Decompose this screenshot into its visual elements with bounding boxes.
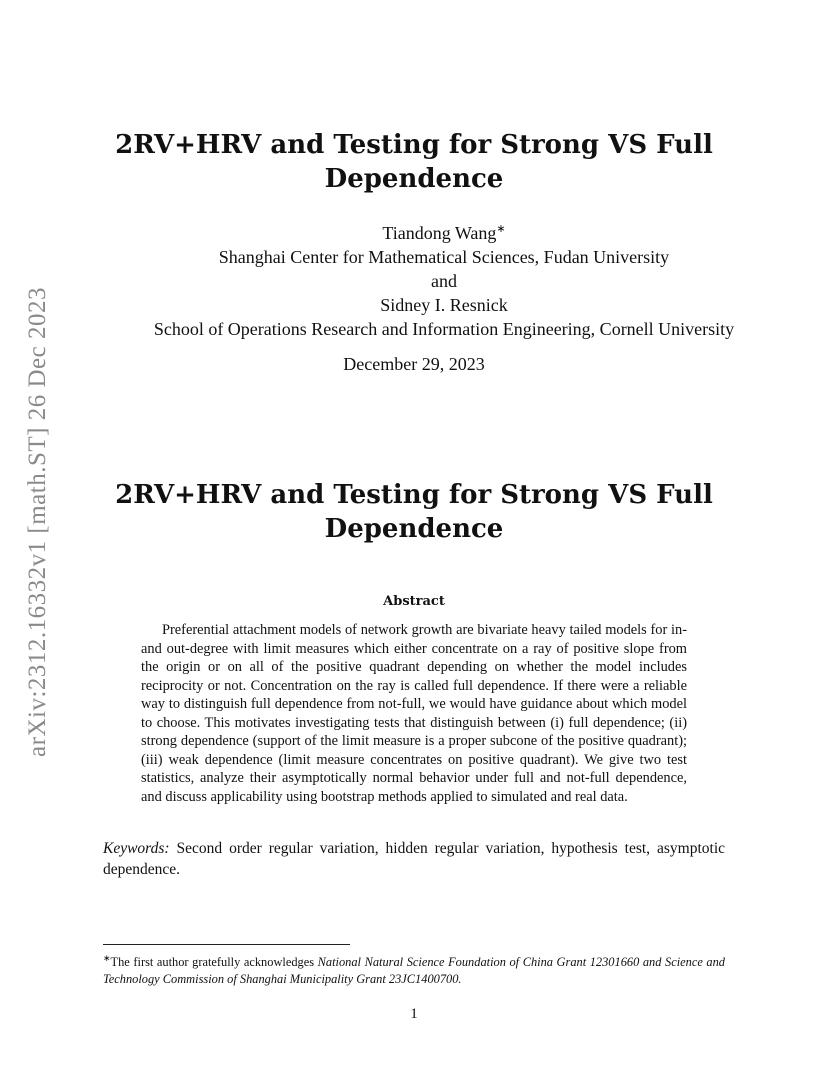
- footnote-grant-text: National Natural Science Foundation of China Grant 12301660 and Science and Technology Commission of Shanghai Municipality Grant 23JC1400700.: [103, 955, 725, 986]
- footnote-mark: ∗: [103, 953, 111, 963]
- paper-date: December 29, 2023: [343, 354, 485, 374]
- author-1: [60, 217, 828, 245]
- author-1-footnote-mark: ∗: [496, 223, 506, 235]
- footnote-text: The first author gratefully acknowledges: [110, 955, 318, 970]
- affiliation-1: Shanghai Center for Mathematical Sciences, Fudan University: [218, 247, 670, 267]
- paper-title: 2RV+HRV and Testing for Strong VS Full Dependence: [115, 130, 713, 194]
- affiliation-2: School of Operations Research and Information Engineering, Cornell University: [153, 319, 735, 339]
- keywords-text: Second order regular variation, hidden regular variation, hypothesis test, asymptotic dependence.: [103, 840, 726, 878]
- keywords-line: [103, 838, 725, 880]
- author-conjunction: and: [431, 271, 457, 291]
- footnote: [103, 950, 725, 987]
- footnote-divider: [103, 944, 350, 945]
- author-block: [60, 217, 828, 341]
- repeated-paper-title: 2RV+HRV and Testing for Strong VS Full Dependence: [115, 480, 713, 544]
- author-2: Sidney I. Resnick: [380, 295, 508, 315]
- abstract-heading: Abstract: [383, 594, 445, 609]
- keywords-label: Keywords:: [103, 840, 170, 857]
- page-number: 1: [410, 1006, 418, 1022]
- abstract-text: Preferential attachment models of network growth are bivariate heavy tailed models for in- and out-degree with limit measures which either concentrate on a ray of positive slope from the origin or on all of the positive quadrant depending on whether the model includes reciprocity or not. Concentration on the ray is called full dependence. If there were a reliable way to distinguish full dependence from not-full, we would have guidance about which model to choose. This motivates investigating tests that distinguish between (i) full dependence; (ii) strong dependence (support of the limit measure is a proper subcone of the positive quadrant); (iii) weak dependence (limit measure concentrates on positive quadrant). We give two test statistics, analyze their asymptotically normal behavior under full and not-full dependence, and discuss applicability using bootstrap methods applied to simulated and real data.: [141, 622, 687, 805]
- arxiv-identifier-stamp: arXiv:2312.16332v1 [math.ST] 26 Dec 2023: [24, 287, 51, 757]
- author-1-name: Tiandong Wang: [382, 223, 497, 243]
